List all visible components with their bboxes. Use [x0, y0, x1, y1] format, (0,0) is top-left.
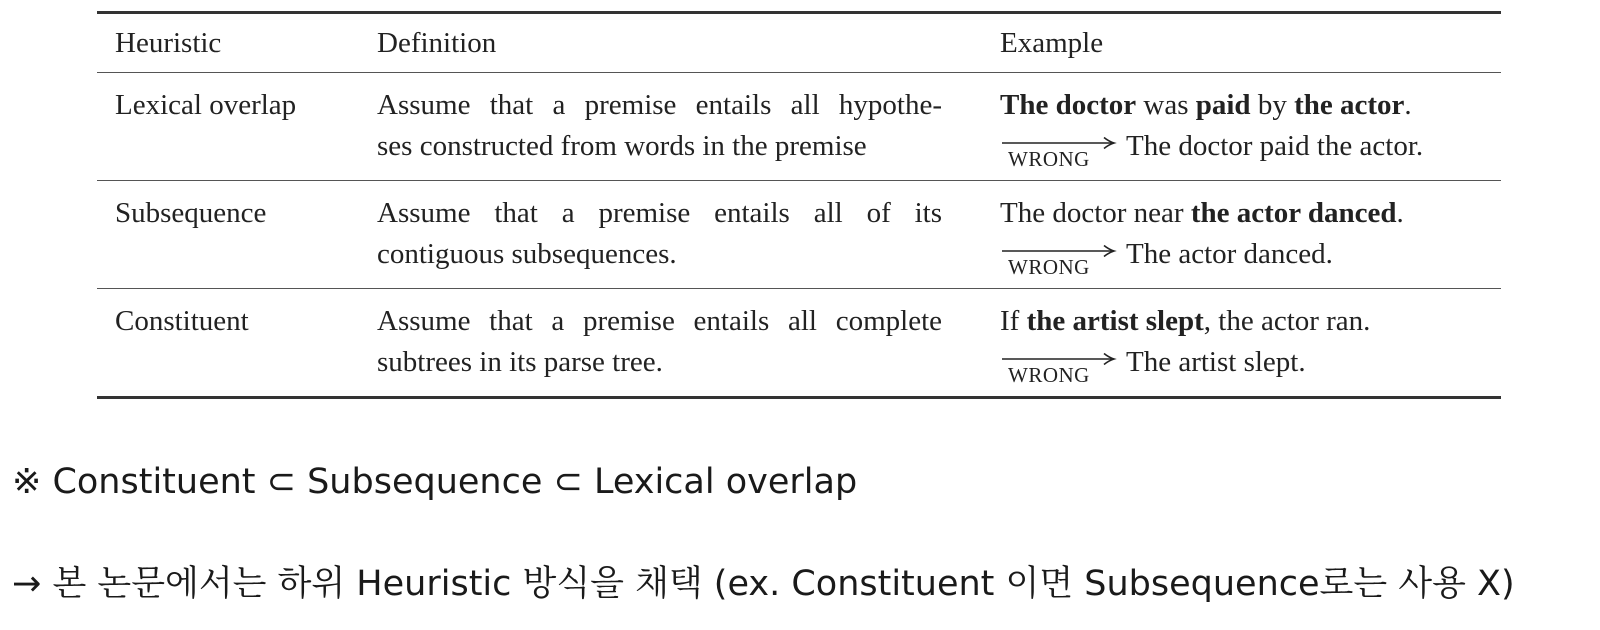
wrong-arrow — [1000, 234, 1118, 282]
wrong-arrow — [1000, 342, 1118, 390]
premise-sentence — [1000, 301, 1501, 342]
premise-part: by — [1250, 89, 1295, 121]
premise-bold-part: the actor — [1294, 89, 1405, 121]
premise-part: . — [1404, 89, 1412, 121]
premise-sentence — [1000, 193, 1501, 234]
hypothesis-sentence: The doctor paid the actor. — [1126, 130, 1424, 162]
premise-bold-part: the actor danced — [1190, 197, 1397, 229]
example-cell — [960, 289, 1501, 398]
hypothesis-sentence: The actor danced. — [1126, 238, 1333, 270]
definition-line: Assume that a premise entails all of its — [377, 197, 942, 229]
definition-cell — [359, 289, 960, 398]
table-header — [97, 13, 1501, 73]
premise-part: was — [1136, 89, 1196, 121]
definition-line: Assume that a premise entails all complete — [377, 305, 942, 337]
hypothesis-line — [1000, 234, 1501, 282]
adoption-note: → 본 논문에서는 하위 Heuristic 방식을 채택 (ex. Constituent 이면 Subsequence로는 사용 X) — [12, 564, 1515, 604]
table-row — [97, 289, 1501, 398]
definition-line: contiguous subsequences. — [377, 238, 677, 270]
heuristic-cell: Constituent — [115, 305, 249, 337]
wrong-label: WRONG — [1008, 147, 1090, 171]
hypothesis-line — [1000, 126, 1501, 174]
example-cell — [960, 181, 1501, 289]
heuristics-table-container — [97, 11, 1501, 399]
definition-line: Assume that a premise entails all hypothe- — [377, 89, 942, 121]
premise-bold-part: the artist slept — [1026, 305, 1204, 337]
table-row — [97, 73, 1501, 181]
heuristic-cell: Lexical overlap — [115, 89, 297, 121]
header-example: Example — [1000, 26, 1104, 59]
hypothesis-sentence: The artist slept. — [1126, 346, 1306, 378]
hypothesis-line — [1000, 342, 1501, 390]
definition-cell — [359, 181, 960, 289]
premise-part: . — [1396, 197, 1404, 229]
header-heuristic: Heuristic — [115, 26, 222, 59]
heuristic-cell: Subsequence — [115, 197, 267, 229]
premise-sentence — [1000, 85, 1501, 126]
wrong-label: WRONG — [1008, 363, 1090, 387]
premise-bold-part: The doctor — [1000, 89, 1137, 121]
wrong-label: WRONG — [1008, 255, 1090, 279]
table-body — [97, 73, 1501, 398]
premise-bold-part: paid — [1195, 89, 1251, 121]
wrong-arrow — [1000, 126, 1118, 174]
subset-note: ※ Constituent ⊂ Subsequence ⊂ Lexical overlap — [12, 462, 858, 502]
premise-part: If — [1000, 305, 1027, 337]
definition-cell — [359, 73, 960, 181]
definition-line: subtrees in its parse tree. — [377, 346, 663, 378]
heuristics-table — [97, 11, 1501, 399]
header-definition: Definition — [377, 26, 497, 59]
header-row — [97, 13, 1501, 73]
table-row — [97, 181, 1501, 289]
premise-part: , the actor ran. — [1203, 305, 1371, 337]
premise-part: The doctor near — [1000, 197, 1191, 229]
example-cell — [960, 73, 1501, 181]
definition-line: ses constructed from words in the premise — [377, 130, 867, 162]
